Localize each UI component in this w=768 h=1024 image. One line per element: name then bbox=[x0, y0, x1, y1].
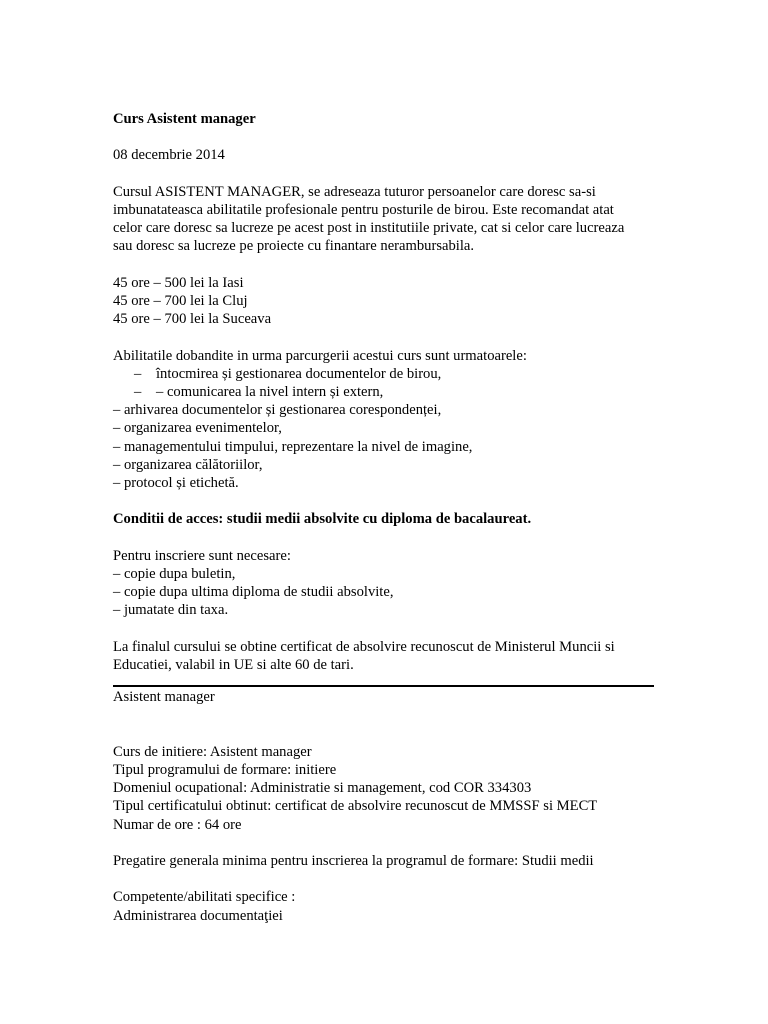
intro-line: imbunatateasca abilitatile profesionale pentru posturile de birou. Este recomandat atat bbox=[113, 201, 614, 218]
price-item: 45 ore – 500 lei la Iasi bbox=[113, 274, 244, 291]
spacer bbox=[113, 725, 658, 743]
spacer bbox=[113, 128, 658, 146]
price-item: 45 ore – 700 lei la Cluj bbox=[113, 292, 248, 309]
spacer bbox=[113, 165, 658, 183]
skill-item: – managementului timpului, reprezentare la nivel de imagine, bbox=[113, 438, 473, 455]
price-item: 45 ore – 700 lei la Suceava bbox=[113, 311, 272, 328]
intro-line: sau doresc sa lucreze pe proiecte cu finantare nerambursabila. bbox=[113, 238, 475, 255]
section2-title: Asistent manager bbox=[113, 689, 215, 706]
competences-heading: Competente/abilitati specifice : bbox=[113, 889, 296, 906]
enroll-item: – jumatate din taxa. bbox=[113, 602, 229, 619]
spacer bbox=[113, 870, 658, 888]
spacer bbox=[113, 834, 658, 852]
competence-item: Administrarea documentaţiei bbox=[113, 907, 283, 924]
detail-line: Curs de initiere: Asistent manager bbox=[113, 743, 312, 760]
spacer bbox=[113, 492, 658, 510]
intro-line: Cursul ASISTENT MANAGER, se adreseaza tuturor persoanelor care doresc sa-si bbox=[113, 183, 596, 200]
enrollment-section bbox=[113, 547, 658, 620]
spacer bbox=[113, 620, 658, 638]
spacer bbox=[113, 256, 658, 274]
final-paragraph bbox=[113, 638, 658, 674]
detail-line: Domeniul ocupational: Administratie si management, cod COR 334303 bbox=[113, 780, 532, 797]
access-conditions: Conditii de acces: studii medii absolvite cu diploma de bacalaureat. bbox=[113, 511, 532, 528]
document-date: 08 decembrie 2014 bbox=[113, 147, 225, 164]
skill-item bbox=[113, 365, 658, 383]
detail-line: Tipul certificatului obtinut: certificat de absolvire recunoscut de MMSSF si MECT bbox=[113, 798, 598, 815]
spacer bbox=[113, 529, 658, 547]
prerequisite: Pregatire generala minima pentru inscrierea la programul de formare: Studii medii bbox=[113, 852, 594, 869]
final-line: La finalul cursului se obtine certificat de absolvire recunoscut de Ministerul Muncii si bbox=[113, 638, 615, 655]
detail-line: Tipul programului de formare: initiere bbox=[113, 761, 337, 778]
skill-text: – comunicarea la nivel intern și extern, bbox=[156, 383, 384, 400]
intro-paragraph bbox=[113, 183, 658, 256]
price-list bbox=[113, 274, 658, 329]
spacer bbox=[113, 328, 658, 346]
skill-item: – arhivarea documentelor și gestionarea corespondenței, bbox=[113, 402, 442, 419]
document-title: Curs Asistent manager bbox=[113, 111, 256, 127]
dash-marker: – bbox=[134, 383, 142, 400]
enroll-item: – copie dupa ultima diploma de studii absolvite, bbox=[113, 584, 394, 601]
detail-line: Numar de ore : 64 ore bbox=[113, 816, 242, 833]
horizontal-rule bbox=[113, 685, 654, 687]
skill-item: – organizarea călătoriilor, bbox=[113, 456, 263, 473]
course-details bbox=[113, 743, 658, 834]
skill-item: – organizarea evenimentelor, bbox=[113, 420, 282, 437]
skills-heading: Abilitatile dobandite in urma parcurgerii acestui curs sunt urmatoarele: bbox=[113, 347, 527, 364]
spacer bbox=[113, 706, 658, 724]
enroll-heading: Pentru inscriere sunt necesare: bbox=[113, 547, 291, 564]
intro-line: celor care doresc sa lucreze pe acest post in institutiile private, cat si celor care lucreaza bbox=[113, 220, 625, 237]
enroll-item: – copie dupa buletin, bbox=[113, 565, 236, 582]
skill-item bbox=[113, 383, 658, 401]
document-page bbox=[113, 110, 658, 925]
final-line: Educatiei, valabil in UE si alte 60 de tari. bbox=[113, 656, 354, 673]
skills-section bbox=[113, 347, 658, 493]
skill-item: – protocol și etichetă. bbox=[113, 475, 239, 491]
dash-marker: – bbox=[134, 365, 142, 382]
competences-section bbox=[113, 888, 658, 924]
skill-text: întocmirea și gestionarea documentelor de birou, bbox=[156, 365, 442, 382]
